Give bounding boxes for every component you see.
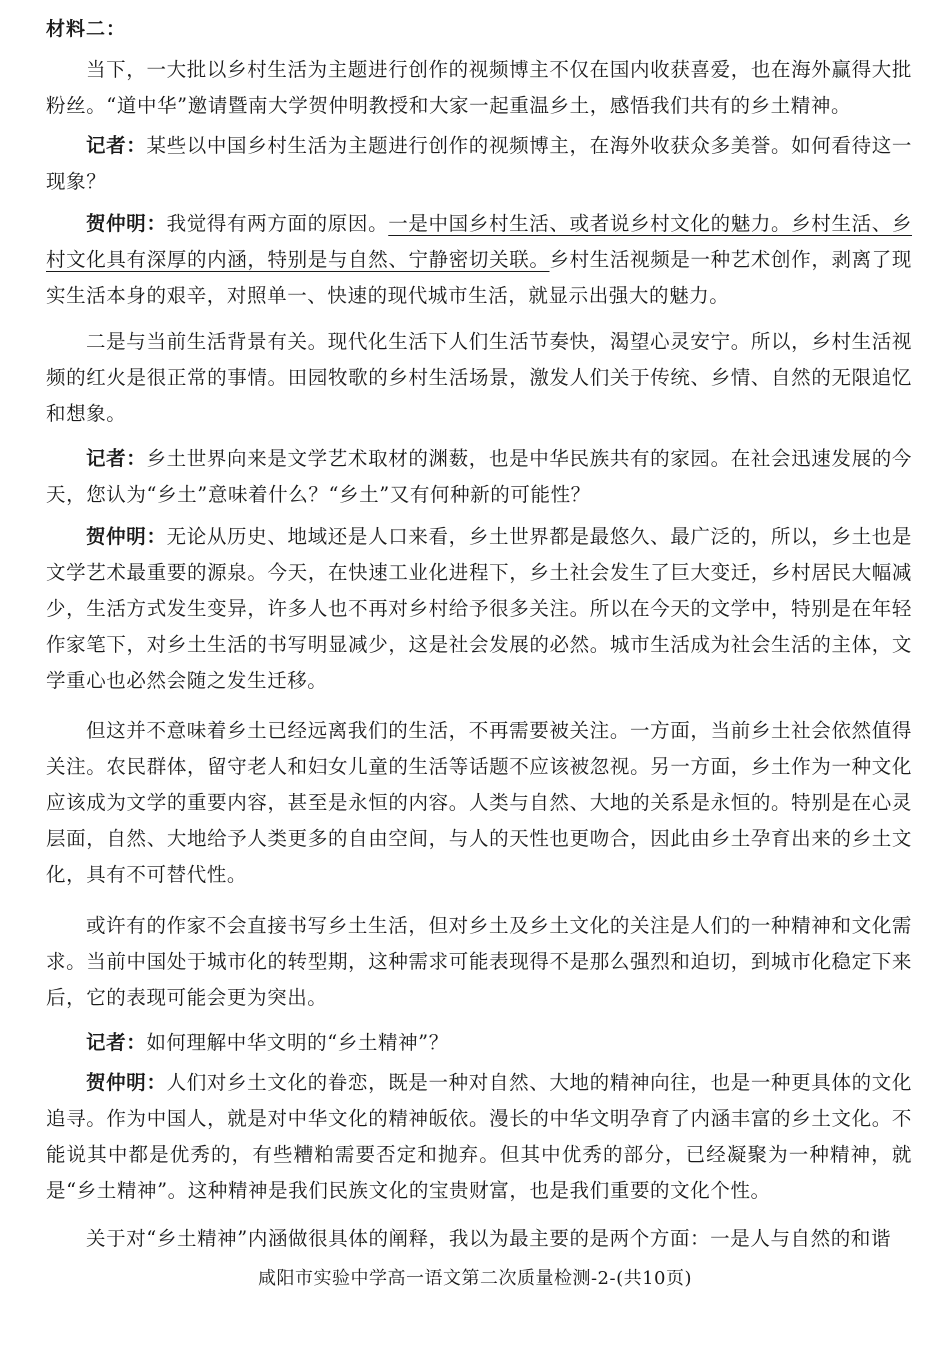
answer-paragraph-6 (46, 1065, 912, 1209)
answer-paragraph-4: 但这并不意味着乡土已经远离我们的生活，不再需要被关注。一方面，当前乡土社会依然值得关注。农民群体，留守老人和妇女儿童的生活等话题不应该被忽视。另一方面，乡土作为一种文化应该成为文学的重要内容，甚至是永恒的内容。人类与自然、大地的关系是永恒的。特别是在心灵层面，自然、大地给予人类更多的自由空间，与人的天性也更吻合，因此由乡土孕育出来的乡土文化，具有不可替代性。 (46, 719, 912, 886)
speaker-reporter: 记者： (86, 134, 147, 157)
underlined-sentence: 一是中国乡村生活、或者说乡村文化的魅力。乡村生活、乡村文化具有深厚的内涵，特别是与自然、宁静密切关联。 (46, 212, 912, 271)
answer-paragraph-3 (46, 519, 912, 699)
reporter-question-3 (46, 1025, 912, 1061)
answer-text: 乡村生活视频是一种艺术创作，剥离了现实生活本身的艰辛，对照单一、快速的现代城市生活，就显示出强大的魅力。 (46, 248, 912, 307)
reporter-question-1 (46, 128, 912, 200)
question-text: 乡土世界向来是文学艺术取材的渊薮，也是中华民族共有的家园。在社会迅速发展的今天，您认为“乡土”意味着什么？“乡土”又有何种新的可能性？ (46, 447, 912, 506)
answer-paragraph-2: 二是与当前生活背景有关。现代化生活下人们生活节奏快，渴望心灵安宁。所以，乡村生活视频的红火是很正常的事情。田园牧歌的乡村生活场景，激发人们关于传统、乡情、自然的无限追忆和想象。 (46, 330, 912, 425)
speaker-reporter: 记者： (86, 447, 147, 470)
question-text: 如何理解中华文明的“乡土精神”？ (146, 1031, 449, 1054)
reporter-question-2 (46, 441, 912, 513)
answer-text: 无论从历史、地域还是人口来看，乡土世界都是最悠久、最广泛的，所以，乡土也是文学艺术最重要的源泉。今天，在快速工业化进程下，乡土社会发生了巨大变迁，乡村居民大幅减少，生活方式发生变异，许多人也不再对乡村给予很多关注。所以在今天的文学中，特别是在年轻作家笔下，对乡土生活的书写明显减少，这是社会发展的必然。城市生活成为社会生活的主体，文学重心也必然会随之发生迁移。 (46, 525, 912, 692)
speaker-he-zhongming: 贺仲明： (86, 1071, 167, 1094)
answer-text: 我觉得有两方面的原因。 (166, 212, 389, 235)
speaker-reporter: 记者： (86, 1031, 147, 1054)
answer-paragraph-7: 关于对“乡土精神”内涵做很具体的阐释，我以为最主要的是两个方面：一是人与自然的和谐 (86, 1227, 892, 1250)
speaker-he-zhongming: 贺仲明： (86, 525, 167, 548)
question-text: 某些以中国乡村生活为主题进行创作的视频博主，在海外收获众多美誉。如何看待这一现象？ (46, 134, 912, 193)
section-heading: 材料二： (46, 18, 127, 40)
intro-paragraph: 当下，一大批以乡村生活为主题进行创作的视频博主不仅在国内收获喜爱，也在海外赢得大批粉丝。“道中华”邀请暨南大学贺仲明教授和大家一起重温乡土，感悟我们共有的乡土精神。 (46, 58, 912, 117)
page-footer: 咸阳市实验中学高一语文第二次质量检测-2-(共10页) (257, 1268, 693, 1289)
answer-text: 人们对乡土文化的眷恋，既是一种对自然、大地的精神向往，也是一种更具体的文化追寻。作为中国人，就是对中华文化的精神皈依。漫长的中华文明孕育了内涵丰富的乡土文化。不能说其中都是优秀的，有些糟粕需要否定和抛弃。但其中优秀的部分，已经凝聚为一种精神，就是“乡土精神”。这种精神是我们民族文化的宝贵财富，也是我们重要的文化个性。 (46, 1071, 912, 1202)
answer-paragraph-5: 或许有的作家不会直接书写乡土生活，但对乡土及乡土文化的关注是人们的一种精神和文化需求。当前中国处于城市化的转型期，这种需求可能表现得不是那么强烈和迫切，到城市化稳定下来后，它的表现可能会更为突出。 (46, 914, 912, 1009)
speaker-he-zhongming: 贺仲明： (86, 212, 167, 235)
answer-paragraph-1 (46, 206, 912, 314)
